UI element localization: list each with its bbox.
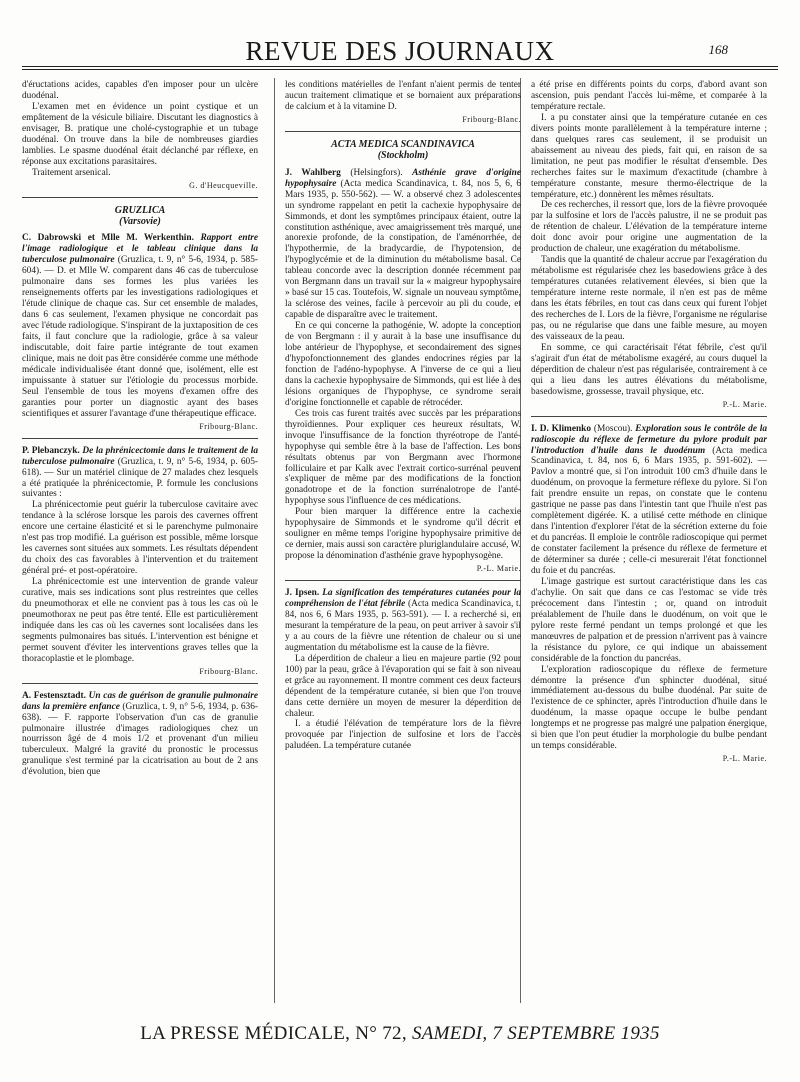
article-author: C. Dabrowski et Mlle M. Werkenthin. [22,233,194,244]
article-title: De la phrénicectomie dans le traitement de la tuberculose pulmonaire [22,445,258,467]
signature: G. d'Heucqueville. [189,180,258,190]
footer-date: SAMEDI, 7 SEPTEMBRE 1935 [411,1023,660,1044]
journal-heading: GRUZLICA [114,204,166,216]
separator [22,683,258,684]
paragraph: L'examen met en évidence un point cystique et un empâtement de la vésicule biliaire. Discutant les diagnostics à envisager, B. pratique une cholé-cystographie et un tubage duodénal. On trouve dans la bile de nombreuses giardies lamblies. Le spasme duodénal était déclanché par réflexe, en réponse aux excitations parasitaires. [22,101,258,167]
paragraph: En ce qui concerne la pathogénie, W. adopte la conception de von Bergmann : il y aurait à la base une insuffisance du lobe antérieur de l'hypophyse, et secondairement des signes d'hypofonctionnement des glandes endocrines régies par la fonction de l'adéno-hypophyse. A l'inverse de ce qui a lieu dans la cachexie hypophysaire de Simmonds, qui est liée à des lésions organiques de l'hypophyse, ce syndrome serait d'origine fonctionnelle et capable de rétrocéder. [285,321,521,408]
paragraph: L'image gastrique est surtout caractéristique dans les cas d'achylie. On sait que dans ce cas l'estomac se vide très précocement dans l'intestin ; or, quand on introduit préalablement de l'huile dans le duodénum, on voit que le pylore reste fermé pendant un temps prolongé et que les manœuvres de palpation et de pression n'arrivent pas à vaincre la résistance du pylore, ce qui indique un abaissement considérable de la fonction du pancréas. [531,576,767,664]
article-body: (Acta medica Scandinavica, t. 84, nos 5, 6, 6 Mars 1935, p. 550-562). — W. a observé chez 3 adolescentes un syndrome rappelant en petit la cachexie hypophysaire de Simmonds, et dont les symptômes principaux étaient, outre la constitution asthénique, avec amaigrissement très marqué, une anorexie profonde, de la constipation, de l'aménorrhée, de l'hypothermie, de la bradycardie, de l'hypotension, de l'hypoglycémie et de la diminution du métabolisme basal. Ce tableau concorde avec la description donnée récemment par von Bergmann dans un travail sur la « maigreur hypophysaire » basé sur 15 cas. Toutefois, W. signale un nouveau symptôme, la sclérose des veines, facile à percevoir au pli du coude, et capable de disparaître avec le traitement. [285,178,522,321]
journal-city: (Stockholm) [377,149,429,161]
article-title: Exploration sous le contrôle de la radioscopie du réflexe de fermeture du pylore produit par l'introduction d'huile dans le duodénum [531,423,768,456]
footer-issue: N° 72, [355,1023,407,1044]
signature: Fribourg-Blanc. [199,666,258,676]
paragraph: La phrénicectomie peut guérir la tuberculose cavitaire avec tendance à la sclérose lorsque les parois des cavernes offrent encore une certaine élasticité et si le parenchyme pulmonaire n'est pas trop modifié. La guérison est possible, même lorsque les cavernes sont situées aux sommets. Les résultats dépendent du choix des cas favorables à l'intervention et du traitement général pré- et post-opératoire. [22,500,258,577]
page-number: 168 [708,42,728,57]
column-2 [285,80,521,752]
separator [285,131,521,132]
header-rule-double [22,69,778,70]
article-title: Rapport entre l'image radiologique et le tableau clinique dans la tuberculose pulmonaire [22,233,258,266]
paragraph: I. a pu constater ainsi que la température cutanée en ces divers points monte parallèlement à la température interne ; dans quelques rares cas seulement, il se produisit un abaissement au niveau des pieds, fait qui, en raison de sa limitation, ne peut pas modifier le résultat d'ensemble. Des recherches faites sur le maximum d'exactitude (chambre à température constante, mesure thermo-électrique de la température, etc.) donnèrent les mêmes résultats. [531,112,767,200]
paragraph: Ces trois cas furent traités avec succès par les préparations thyroïdiennes. Pour expliquer ces heureux résultats, W. invoque l'insuffisance de la fonction thyréotrope de l'anté-hypophyse qui semble être à la base de l'affection. Les bons résultats obtenus par von Bergmann avec l'hormone folliculaire et par Kalk avec l'extrait cortico-surrénal peuvent s'expliquer de même par des modifications de la fonction gonadotrope et de la fonction surrénalotrope de l'anté-hypophyse sous l'influence de ces médications. [285,408,521,507]
paragraph: Traitement arsenical. [32,167,111,178]
article [285,588,521,654]
article-location: (Helsingfors). [350,167,403,178]
section-title: REVUE DES JOURNAUX [245,36,555,66]
journal-heading: ACTA MEDICA SCANDINAVICA [331,138,475,150]
article-author: P. Plebanczyk. [22,445,80,456]
paragraph: Pour bien marquer la différence entre la cachexie hypophysaire de Simmonds et le syndrome qu'il décrit et souligner en même temps l'origine hypophysaire primitive de ce dernier, mais aussi son caractère pluriglandulaire accusé, W. propose la dénomination d'asthénie grave hypophysogène. [285,507,521,562]
article-body: (Acta medica Scandinavica, t. 84, nos 6, 6 Mars 1935, p. 591-602). — Pavlov a montré que, si l'on introduit 100 cm3 d'huile dans le duodénum, on provoque la fermeture réflexe du pylore. Si l'on fait prendre ensuite un repas, on constate que le contenu gastrique ne passe pas dans l'intestin tant que l'huile n'est pas complètement digérée. K. a utilisé cette méthode en clinique dans l'intention d'explorer l'état de la sécrétion externe du foie et du pancréas. Il emploie le contrôle radioscopique qui permet de constater facilement la présence du réflexe de fermeture et de déterminer sa durée ; celle-ci mesurerait l'état fonctionnel du foie et du pancréas. [531,445,767,576]
page-header [22,34,778,74]
article-title: La signification des températures cutanées pour la compréhension de l'état fébrile [285,588,521,609]
article-author: I. D. Klimenko [531,423,592,434]
article [22,446,258,501]
article-location: (Moscou). [593,423,633,434]
article-title: Asthénie grave d'origine hypophysaire [285,167,521,189]
column-divider [274,78,275,1003]
article [22,691,258,779]
column-3 [531,80,767,769]
separator [531,416,767,417]
paragraph: les conditions matérielles de l'enfant n'aient permis de tenter aucun traitement climatique et se bornaient aux préparations de calcium et à la vitamine D. [285,80,521,112]
signature: P.-L. Marie. [722,754,767,764]
separator [22,438,258,439]
separator [22,197,258,198]
signature: Fribourg-Blanc. [199,421,258,431]
paragraph: d'éructations acides, capables d'en imposer pour un ulcère duodénal. [22,80,258,101]
article-author: J. Ipsen. [285,588,320,599]
paragraph: La déperdition de chaleur a lieu en majeure partie (92 pour 100) par la peau, grâce à l'évaporation qui se fait à son niveau et grâce au rayonnement. Il montre comment ces deux facteurs dépendent de la température cutanée, si bien que l'on trouve dans cette dernière un moyen de mesurer la déperdition de chaleur. [285,653,521,719]
article-title: Un cas de guérison de granulie pulmonaire dans la première enfance [22,690,259,712]
paragraph: De ces recherches, il ressort que, lors de la fièvre provoquée par la sulfosine et lors de l'accès palustre, il ne se produit pas de rétention de chaleur. L'élévation de la température interne doit donc avoir pour origine une augmentation de la production de chaleur, une exagération du métabolisme. [531,200,767,255]
article-body: (Gruzlica, t. 9, n° 5-6, 1934, p. 636-638). — F. rapporte l'observation d'un cas de granulie pulmonaire illustrée d'images radiologiques chez un nourrisson âgé de 4 mois 1/2 et provenant d'un milieu tuberculeux. Malgré la gravité du pronostic le processus granulique s'est terminé par la cicatrisation au bout de 2 ans d'évolution, bien que [22,701,258,778]
article-author: A. Festensztadt. [22,690,86,701]
paragraph: Tandis que la quantité de chaleur accrue par l'exagération du métabolisme est régularisée chez les basedowiens grâce à des températures cutanées relativement élevées, si bien que la température interne reste normale, il n'en est pas de même dans les états fébriles, en tout cas dans ceux qui furent l'objet des recherches de I. Lors de la fièvre, l'organisme ne régularise pas, ou ne régularise que dans une faible mesure, au moyen des vaisseaux de la peau. [531,255,767,342]
article [285,168,521,321]
page-footer [0,1023,800,1045]
header-rule [22,66,778,67]
article [531,424,767,577]
signature: Fribourg-Blanc. [462,114,521,124]
paragraph: L'exploration radioscopique du réflexe de fermeture démontre la présence d'un sphincter duodénal, situé immédiatement au-dessous du bulbe duodénal. Par suite de l'existence de ce sphincter, après l'introduction d'huile dans le duodénum, la masse opaque occupe le bulbe pendant longtemps et ne progresse pas malgré une palpation énergique, si bien que l'on peut étudier la morphologie du bulbe pendant un temps considérable. [531,664,767,752]
journal-city: (Varsovie) [119,215,161,227]
paragraph: I. a étudié l'élévation de température lors de la fièvre provoquée par l'injection de sulfosine et lors de l'accès paludéen. La température cutanée [285,719,521,752]
article-author: J. Wahlberg [285,167,341,178]
footer-journal: LA PRESSE MÉDICALE, [140,1023,351,1044]
paragraph: La phrénicectomie est une intervention de grande valeur curative, mais ses indications sont plus restreintes que celles du pneumothorax et elle ne convient pas à tous les cas où le pneumothorax ne peut pas être tenté. Elle est particulièrement indiquée dans les cas où les cavernes sont localisées dans les segments pulmonaires bas situés. L'intervention est bénigne et permet souvent d'éviter les interventions graves telles que la thoracoplastie et le plombage. [22,577,258,664]
article-body: (Gruzlica, t. 9, n° 5-6, 1934, p. 605-618). — Sur un matériel clinique de 27 malades chez lesquels a été pratiquée la phrénicectomie, P. formule les conclusions suivantes : [22,456,258,500]
article-body: (Acta medica Scandinavica, t. 84, nos 6, 6 Mars 1935, p. 563-591). — I. a recherché si, en mesurant la température de la peau, on peut arriver à savoir s'il y a au cours de la fièvre une rétention de chaleur ou si une augmentation du métabolisme est la cause de la fièvre. [285,598,521,653]
article-body: (Gruzlica, t. 9, n° 5-6, 1934, p. 585-604). — D. et Mlle W. comparent dans 46 cas de tuberculose pulmonaire dans ses formes les plus variées les renseignements offerts par les investigations radiologiques et l'étude clinique de chaque cas. Sur cet ensemble de malades, dans 6 cas seulement, l'examen physique ne concordait pas avec l'étude radiologique. S'inspirant de la juxtaposition de ces faits, il faut conclure que la radiologie, grâce à sa valeur indiscutable, doit faire partie intégrante de tout examen clinique, mais ne doit pas être considérée comme une méthode médicale individualisée étant donné que, isolément, elle est impuissante à statuer sur l'étiologie du processus morbide. Seul l'ensemble de tous les moyens d'examen offre des garanties pour porter un diagnostic ayant des bases scientifiques et assurer l'avantage d'une thérapeutique efficace. [22,255,258,419]
column-1 [22,80,258,778]
signature: P.-L. Marie. [722,399,767,409]
article [22,233,258,419]
signature: P.-L. Marie. [476,564,521,574]
paragraph: En somme, ce qui caractérisait l'état fébrile, c'est qu'il s'agirait d'un état de métabolisme exagéré, au cours duquel la déperdition de chaleur n'est pas régularisée, contrairement à ce qui a lieu dans les autres élévations du métabolisme, basedowisme, grossesse, travail physique, etc. [531,342,767,397]
paragraph: a été prise en différents points du corps, d'abord avant son ascension, puis pendant l'accès lui-même, et comparée à la température rectale. [531,80,767,112]
separator [285,580,521,581]
